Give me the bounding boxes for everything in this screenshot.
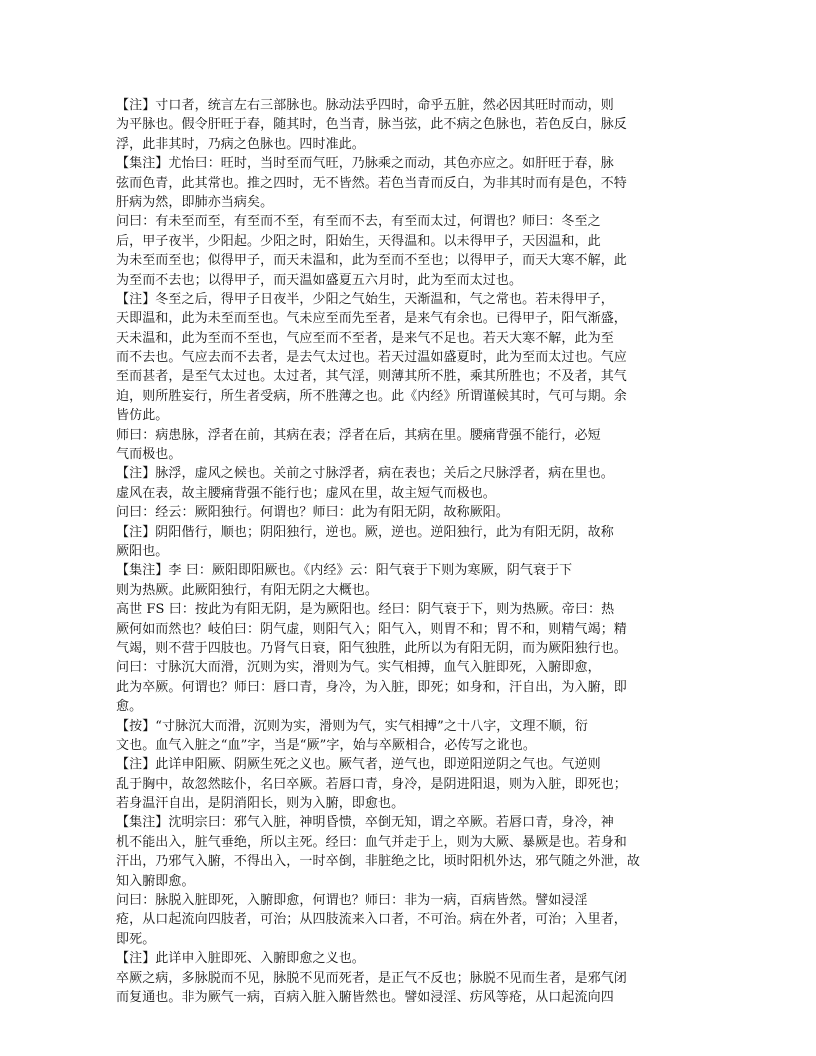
- text-line: 虚风在表，故主腰痛背强不能行也；虚风在里，故主短气而极也。: [116, 485, 496, 501]
- text-line: 【注】脉浮，虚风之候也。关前之寸脉浮者，病在表也；关后之尺脉浮者，病在里也。: [116, 466, 614, 482]
- text-line: 问曰：经云：厥阳独行。何谓也？师曰：此为有阳无阴，故称厥阳。: [116, 505, 510, 521]
- text-line: 乱于胸中，故忽然眩仆，名曰卒厥。若唇口青，身冷，是阴进阳退，则为入脏，即死也；: [116, 776, 627, 792]
- text-line: 则为热厥。此厥阳独行，有阳无阴之大概也。: [116, 582, 379, 598]
- text-line: 肝病为然，即肺亦当病矣。: [116, 194, 274, 210]
- text-line: 师曰：病患脉，浮者在前，其病在表；浮者在后，其病在里。腰痛背强不能行，必短: [116, 427, 601, 443]
- text-line: 卒厥之病，多脉脱而不见，脉脱不见而死者，是正气不反也；脉脱不见而生者，是邪气闭: [116, 970, 627, 986]
- text-line: 【注】此详申入脏即死、入腑即愈之义也。: [116, 951, 365, 967]
- text-line: 【注】此详申阳厥、阴厥生死之义也。厥气者，逆气也，即逆阳逆阴之气也。气逆则: [116, 757, 601, 773]
- text-line: 为未至而至也；似得甲子，而天未温和，此为至而不至也；以得甲子，而天大寒不解，此: [116, 253, 627, 269]
- text-line: 文也。血气入脏之“血”字，当是“厥”字，始与卒厥相合，必传写之讹也。: [116, 737, 536, 753]
- text-line: 迫，则所胜妄行，所生者受病，所不胜薄之也。此《内经》所谓谨候其时，气可与期。余: [116, 388, 627, 404]
- text-line: 机不能出入，脏气垂绝，所以主死。经曰：血气并走于上，则为大厥、暴厥是也。若身和: [116, 834, 627, 850]
- text-line: 若身温汗自出，是阴消阳长，则为入腑，即愈也。: [116, 796, 405, 812]
- text-line: 皆仿此。: [116, 408, 169, 424]
- text-line: 高世 FS 曰：按此为有阳无阴，是为厥阳也。经曰：阴气衰于下，则为热厥。帝曰：热: [116, 602, 615, 618]
- text-line: 愈。: [116, 699, 143, 715]
- text-line: 为至而不去也；以得甲子，而天温如盛夏五六月时，此为至而太过也。: [116, 272, 523, 288]
- text-line: 【集注】沈明宗曰：邪气入脏，神明昏愦，卒倒无知，谓之卒厥。若唇口青，身冷，神: [116, 815, 614, 831]
- text-line: 而不去也。气应去而不去者，是去气太过也。若天过温如盛夏时，此为至而太过也。气应: [116, 350, 627, 366]
- text-column: [116, 96, 706, 1007]
- text-line: 厥阳也。: [116, 543, 169, 559]
- text-line: 【按】“寸脉沉大而滑，沉则为实，滑则为气，实气相搏”之十八字，文理不顺，衍: [116, 718, 588, 734]
- text-line: 【注】寸口者，统言左右三部脉也。脉动法乎四时，命乎五脏，然必因其旺时而动，则: [116, 98, 614, 113]
- text-line: 疮，从口起流向四肢者，可治；从四肢流来入口者，不可治。病在外者，可治；入里者，: [116, 912, 627, 928]
- text-line: 即死。: [116, 931, 156, 947]
- text-line: 汗出，乃邪气入腑，不得出入，一时卒倒，非脏绝之比，顷时阳机外达，邪气随之外泄，故: [116, 854, 641, 870]
- text-line: 浮，此非其时，乃病之色脉也。四时准此。: [116, 136, 365, 152]
- text-line: 而复通也。非为厥气一病，百病入脏入腑皆然也。譬如浸淫、疠风等疮，从口起流向四: [116, 989, 614, 1005]
- text-line: 后，甲子夜半，少阳起。少阳之时，阳始生，天得温和。以未得甲子，天因温和，此: [116, 233, 601, 249]
- text-line: 天即温和，此为未至而至也。气未应至而先至者，是来气有余也。已得甲子，阳气渐盛，: [116, 311, 627, 327]
- text-line: 气竭，则不营于四肢也。乃肾气日衰，阳气独胜，此所以为有阳无阴，而为厥阳独行也。: [116, 640, 627, 656]
- text-line: 【注】冬至之后，得甲子日夜半，少阳之气始生，天渐温和，气之常也。若未得甲子，: [116, 291, 614, 307]
- text-line: 【集注】尤怡曰：旺时，当时至而气旺，乃脉乘之而动，其色亦应之。如肝旺于春，脉: [116, 156, 614, 172]
- text-line: 弦而色青，此其常也。推之四时，无不皆然。若色当青而反白，为非其时而有是色，不特: [116, 175, 627, 191]
- text-line: 为平脉也。假令肝旺于春，随其时，色当青，脉当弦，此不病之色脉也，若色反白，脉反: [116, 117, 627, 133]
- text-line: 问曰：有未至而至，有至而不至，有至而不去，有至而太过，何谓也？师曰：冬至之: [116, 214, 601, 230]
- text-line: 【注】阴阳偕行，顺也；阴阳独行，逆也。厥，逆也。逆阳独行，此为有阳无阴，故称: [116, 524, 614, 540]
- text-line: 此为卒厥。何谓也？师曰：唇口青，身冷，为入脏，即死；如身和，汗自出，为入腑，即: [116, 679, 627, 695]
- text-line: 问曰：脉脱入脏即死，入腑即愈，何谓也？师曰：非为一病，百病皆然。譬如浸淫: [116, 893, 588, 909]
- text-line: 知入腑即愈。: [116, 873, 195, 889]
- text-line: 问曰：寸脉沉大而滑，沉则为实，滑则为气。实气相搏，血气入脏即死，入腑即愈，: [116, 660, 601, 676]
- text-line: 天未温和，此为至而不至也，气应至而不至者，是来气不足也。若天大寒不解，此为至: [116, 330, 614, 346]
- text-line: 气而极也。: [116, 447, 182, 463]
- text-line: 厥何如而然也？岐伯曰：阴气虚，则阳气入；阳气入，则胃不和；胃不和，则精气竭；精: [116, 621, 627, 637]
- text-line: 至而甚者，是至气太过也。太过者，其气淫，则薄其所不胜，乘其所胜也；不及者，其气: [116, 369, 627, 385]
- text-line: 【集注】李 曰：厥阳即阳厥也。《内经》云：阳气衰于下则为寒厥，阴气衰于下: [116, 563, 573, 579]
